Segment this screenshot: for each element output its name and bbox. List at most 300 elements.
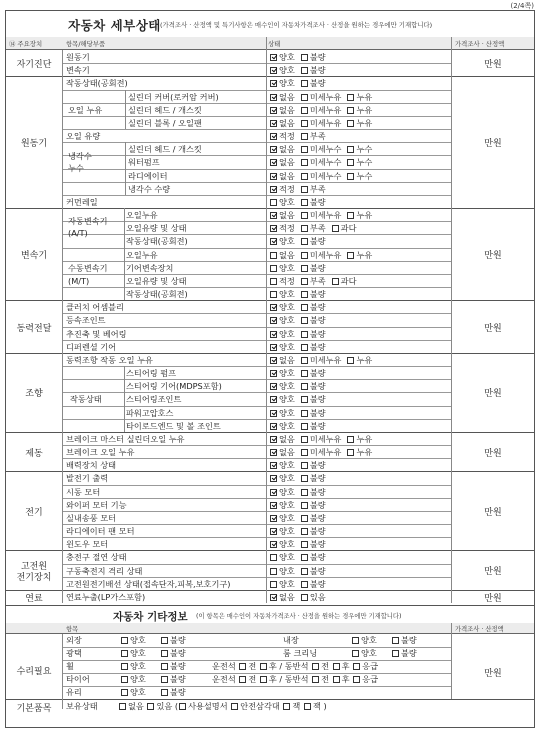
checkbox[interactable] [270,436,277,443]
label: 룸 크리닝 [283,647,318,658]
checkbox[interactable] [270,199,277,206]
checkbox[interactable] [260,663,267,670]
checkbox[interactable] [121,663,128,670]
checkbox[interactable] [352,637,359,644]
checkbox[interactable] [270,186,277,193]
checkbox[interactable] [301,67,308,74]
state-option-label: 양호 [279,486,295,497]
row-item-label: 기어변속장치 [126,262,174,273]
row-state-options [269,236,326,247]
state-option-label: 부족 [309,223,326,234]
row-state-options [269,526,326,537]
row-divider [62,537,451,538]
checkbox[interactable] [301,528,308,535]
row-state-options [269,289,326,300]
checkbox[interactable] [301,568,308,575]
group-label: (A/T) [68,228,88,239]
checkbox[interactable] [121,650,128,657]
row-item-label: 냉각수 수량 [128,183,171,194]
state-option-label: 양호 [279,473,295,484]
option-label: 양호 [361,635,377,645]
column-divider [266,37,267,603]
option [120,661,146,672]
state-option-label: 미세누유 [309,447,342,458]
checkbox[interactable] [347,212,354,219]
price-cell[interactable]: 만원 [484,593,502,604]
row-item-label: 스티어링 펌프 [126,368,177,379]
checkbox[interactable] [333,663,340,670]
checkbox[interactable] [312,676,319,683]
checkbox[interactable] [270,515,277,522]
row-state-options [269,118,372,129]
row-divider [62,366,451,367]
row-item-label: 브레이크 오일 누유 [66,447,135,458]
checkbox[interactable] [301,515,308,522]
row-divider [62,221,451,222]
subgroup-divider [124,248,125,301]
checkbox[interactable] [301,225,308,232]
checkbox[interactable] [270,252,277,259]
state-option-label: 불량 [309,381,326,392]
checkbox[interactable] [301,291,308,298]
row-state-options [269,473,326,484]
option-label: 불량 [170,635,186,645]
state-option-label: 부족 [309,183,326,194]
price-cell[interactable]: 만원 [484,668,502,679]
checkbox[interactable] [161,637,168,644]
state-option-label: 누유 [356,117,373,128]
checkbox[interactable] [301,80,308,87]
checkbox[interactable] [270,423,277,430]
checkbox[interactable] [147,703,154,710]
table-header [6,37,534,50]
checkbox[interactable] [392,650,399,657]
category-label: 전기장치 [16,573,52,584]
checkbox[interactable] [333,676,340,683]
checkbox[interactable] [283,703,290,710]
row-divider [6,550,534,551]
seat-label: 응급 [362,673,378,684]
checkbox[interactable] [347,252,354,259]
state-option-label: 누유 [356,91,373,102]
state-option-label: 불량 [309,236,326,247]
checkbox[interactable] [270,146,277,153]
checkbox[interactable] [332,278,339,285]
checkbox[interactable] [270,410,277,417]
state-option-label: 불량 [309,52,326,62]
row-item-label: 고전원전기배선 상태(접속단자,피복,보호기구) [66,578,231,589]
state-option-label: 양호 [279,381,295,392]
checkbox[interactable] [332,225,339,232]
state-option-label: 양호 [279,539,295,550]
checkbox[interactable] [347,120,354,127]
checkbox[interactable] [301,331,308,338]
checkbox[interactable] [270,291,277,298]
checkbox[interactable] [301,554,308,561]
section-title: 자동차 세부상태 [68,18,161,33]
column-divider [62,50,63,603]
row-item-label: 디퍼렌셜 기어 [66,341,117,352]
checkbox[interactable] [270,107,277,114]
checkbox[interactable] [301,304,308,311]
state-option-label: 누유 [356,433,373,444]
row-item-label: 원동기 [66,52,90,62]
price-cell[interactable]: 만원 [484,323,502,334]
checkbox[interactable] [301,436,308,443]
checkbox[interactable] [347,357,354,364]
option-label: 양호 [361,647,377,658]
state-option-label: 누유 [356,447,373,458]
price-cell[interactable]: 만원 [484,507,502,518]
checkbox[interactable] [301,344,308,351]
category-label: 자기진단 [16,60,52,71]
row-divider [6,471,534,472]
state-option-label: 양호 [279,341,295,352]
column-divider [451,623,452,699]
checkbox[interactable] [301,186,308,193]
checkbox[interactable] [270,594,277,601]
checkbox[interactable] [119,703,126,710]
row-state-options [269,355,372,366]
checkbox[interactable] [121,637,128,644]
checkbox[interactable] [270,212,277,219]
checkbox[interactable] [301,449,308,456]
owned-items-options: 없음 있음 ( 사용설명서 안전삼각대 잭 잭 ) [118,701,327,712]
checkbox[interactable] [270,133,277,140]
row-item-label: 스티어링 기어(MDPS포함) [126,381,222,392]
state-option-label: 불량 [309,65,326,76]
state-option-label: 양호 [279,578,295,589]
state-option-label: 불량 [309,394,326,405]
checkbox[interactable] [270,159,277,166]
checkbox[interactable] [270,225,277,232]
state-option-label: 불량 [309,328,326,339]
row-item-label: 구동축전지 격리 상태 [66,565,143,576]
checkbox[interactable] [270,54,277,61]
checkbox[interactable] [347,173,354,180]
checkbox[interactable] [301,357,308,364]
checkbox[interactable] [270,462,277,469]
checkbox[interactable] [347,436,354,443]
checkbox[interactable] [353,676,360,683]
checkbox[interactable] [270,265,277,272]
row-state-options [269,394,326,405]
checkbox[interactable] [301,489,308,496]
checkbox[interactable] [301,410,308,417]
checkbox[interactable] [270,80,277,87]
state-option-label: 불량 [309,407,326,418]
row-state-options [269,250,372,261]
state-option-label: 불량 [309,512,326,523]
row-divider [62,686,451,687]
state-option-label: 없음 [279,91,295,102]
category-label: 제동 [25,448,43,459]
state-option-label: 불량 [309,499,326,510]
state-option-label: 부족 [309,131,326,142]
seat-label: 후 [268,660,277,671]
option [351,648,377,659]
checkbox[interactable] [270,370,277,377]
checkbox[interactable] [270,528,277,535]
checkbox[interactable] [301,173,308,180]
header2-item: 항목 [66,626,79,633]
checkbox[interactable] [301,423,308,430]
option-label: 양호 [130,686,146,697]
checkbox[interactable] [392,637,399,644]
checkbox[interactable] [301,120,308,127]
price-cell[interactable]: 만원 [484,251,502,262]
checkbox[interactable] [301,317,308,324]
category-label: 연료 [25,593,43,604]
checkbox[interactable] [301,383,308,390]
price-cell[interactable]: 만원 [484,389,502,400]
checkbox[interactable] [304,703,311,710]
row-divider [62,63,451,64]
option-label: 불량 [170,673,186,684]
row-state-options [269,302,326,313]
section2-title: 자동차 기타정보 [113,611,188,623]
state-option-label: 불량 [309,341,326,352]
checkbox[interactable] [161,663,168,670]
checkbox[interactable] [270,331,277,338]
checkbox[interactable] [347,94,354,101]
checkbox[interactable] [239,676,246,683]
row-divider [62,195,451,196]
subgroup-divider [125,142,126,195]
checkbox[interactable] [270,67,277,74]
checkbox[interactable] [161,676,168,683]
row-divider [62,182,451,183]
row-state-options [269,447,372,458]
checkbox[interactable] [301,133,308,140]
state-option-label: 누유 [356,354,373,365]
label: 내장 [283,635,299,645]
state-option-label: 양호 [279,368,295,379]
checkbox[interactable] [121,676,128,683]
checkbox[interactable] [231,703,238,710]
checkbox[interactable] [270,541,277,548]
state-option-label: 없음 [279,144,295,155]
section2-title-bar [6,606,534,624]
label: 광택 [66,647,82,658]
category-label: 동력전달 [16,323,52,334]
state-option-label: 불량 [309,315,326,326]
checkbox[interactable] [347,449,354,456]
row-item-label: 클러치 어셈블리 [66,302,124,313]
state-option-label: 양호 [279,526,295,537]
checkbox[interactable] [301,581,308,588]
row-item-label: 작동상태(공회전) [126,289,188,300]
price-cell[interactable]: 만원 [484,60,502,71]
row-item-label: 실린더 블록 / 오일팬 [128,117,202,128]
row-divider [62,660,451,661]
row-divider [62,406,451,407]
group-label: 작동상태 [70,394,102,405]
seat-label: 전 [248,660,257,671]
state-option-label: 양호 [279,236,295,247]
checkbox[interactable] [312,663,319,670]
state-option-label: 미세누유 [309,249,342,260]
checkbox[interactable] [301,502,308,509]
checkbox[interactable] [301,278,308,285]
row-item-label: 브레이크 마스터 실린더오일 누유 [66,433,185,444]
row-divider [6,699,534,700]
subgroup-divider [124,208,125,248]
state-option-label: 양호 [279,315,295,326]
row-state-options [269,381,326,392]
state-option-label: 불량 [309,486,326,497]
state-option-label: 불량 [309,539,326,550]
checkbox[interactable] [301,238,308,245]
row-item-label: 오일유량 및 상태 [126,275,187,286]
section-note: (가격조사 · 산정액 및 특기사항은 매수인이 자동차가격조사 · 산정을 원하는 경우에만 기재합니다) [160,21,433,29]
checkbox[interactable] [270,449,277,456]
row-state-options [269,65,326,76]
price-cell[interactable]: 만원 [484,448,502,459]
checkbox[interactable] [270,568,277,575]
seat-label: 후 [341,673,350,684]
row-divider [6,353,534,354]
row-state-options [269,408,326,419]
checkbox[interactable] [179,703,186,710]
row-item-label: 워터펌프 [128,157,160,168]
price-cell[interactable]: 만원 [484,139,502,150]
checkbox[interactable] [270,238,277,245]
category-label: 고전원 [20,562,48,573]
checkbox[interactable] [347,159,354,166]
option [160,648,186,659]
checkbox[interactable] [260,676,267,683]
checkbox[interactable] [301,265,308,272]
checkbox[interactable] [270,396,277,403]
checkbox[interactable] [301,199,308,206]
checkbox[interactable] [270,173,277,180]
checkbox[interactable] [301,252,308,259]
checkbox[interactable] [301,475,308,482]
state-option-label: 양호 [279,289,295,300]
option [391,648,417,659]
state-option-label: 불량 [309,78,326,89]
option [160,674,186,685]
checkbox[interactable] [161,689,168,696]
state-option-label: 불량 [309,526,326,537]
checkbox[interactable] [301,370,308,377]
section2-header [6,623,534,634]
checkbox[interactable] [270,94,277,101]
checkbox[interactable] [301,396,308,403]
checkbox[interactable] [347,107,354,114]
checkbox[interactable] [347,146,354,153]
checkbox[interactable] [270,304,277,311]
section2-note: (이 항목은 매수인이 자동차가격조사 · 산정을 원하는 경우에만 기재합니다) [196,613,402,620]
checkbox[interactable] [270,554,277,561]
state-option-label: 과다 [340,223,357,234]
row-divider [62,445,451,446]
checkbox[interactable] [270,502,277,509]
option-label: 양호 [130,635,146,645]
row-divider [62,524,451,525]
checkbox[interactable] [270,581,277,588]
seat-label: 후 [268,673,277,684]
category-label: 기본품목 [16,703,52,714]
state-option-label: 양호 [279,302,295,313]
checkbox[interactable] [352,650,359,657]
group-label: 냉각수 [68,151,92,162]
row-state-options [269,105,372,116]
state-option-label: 미세누유 [309,104,342,115]
option [160,635,186,646]
checkbox[interactable] [301,54,308,61]
row-item-label: 변속기 [66,65,90,76]
checkbox[interactable] [301,594,308,601]
checkbox[interactable] [353,663,360,670]
row-divider [62,129,451,130]
option [160,687,186,698]
row-state-options [269,487,326,498]
row-state-options [269,276,356,287]
state-option-label: 양호 [279,394,295,405]
label: 보유상태 [66,700,98,711]
checkbox[interactable] [301,107,308,114]
row-divider [62,234,451,235]
option-label: 불량 [170,647,186,658]
checkbox[interactable] [270,357,277,364]
wheel-position-options: 운전석 전 후 / 동반석 전 후 응급 [212,673,378,684]
checkbox[interactable] [270,383,277,390]
row-divider [62,261,451,262]
row-state-options [269,592,326,603]
checkbox[interactable] [301,462,308,469]
state-option-label: 누유 [356,249,373,260]
row-divider [62,142,451,143]
checkbox[interactable] [270,278,277,285]
checkbox[interactable] [161,650,168,657]
state-option-label: 양호 [279,328,295,339]
state-option-label: 불량 [309,262,326,273]
checkbox[interactable] [270,475,277,482]
checkbox[interactable] [270,317,277,324]
checkbox[interactable] [301,94,308,101]
row-item-label: 연료누출(LP가스포함) [66,591,146,602]
option-label: 불량 [401,647,417,658]
checkbox[interactable] [301,541,308,548]
state-option-label: 있음 [309,591,326,602]
checkbox[interactable] [239,663,246,670]
checkbox[interactable] [301,146,308,153]
state-option-label: 미세누수 [309,144,342,155]
seat-label: 응급 [362,660,378,671]
row-state-options [269,197,326,208]
row-divider [62,103,451,104]
option-label: 불량 [401,635,417,645]
checkbox[interactable] [270,344,277,351]
checkbox[interactable] [301,159,308,166]
row-state-options [269,500,326,511]
row-item-label: 충전구 절연 상태 [66,552,127,563]
state-option-label: 미세누유 [309,354,342,365]
checkbox[interactable] [121,689,128,696]
row-divider [62,485,451,486]
state-option-label: 없음 [279,591,295,602]
row-item-label: 타이로드엔드 및 볼 조인트 [126,420,221,431]
state-option-label: 불량 [309,460,326,471]
checkbox[interactable] [270,489,277,496]
price-cell[interactable]: 만원 [484,567,502,578]
option [391,635,417,646]
row-divider [62,327,451,328]
checkbox[interactable] [301,212,308,219]
checkbox[interactable] [270,120,277,127]
